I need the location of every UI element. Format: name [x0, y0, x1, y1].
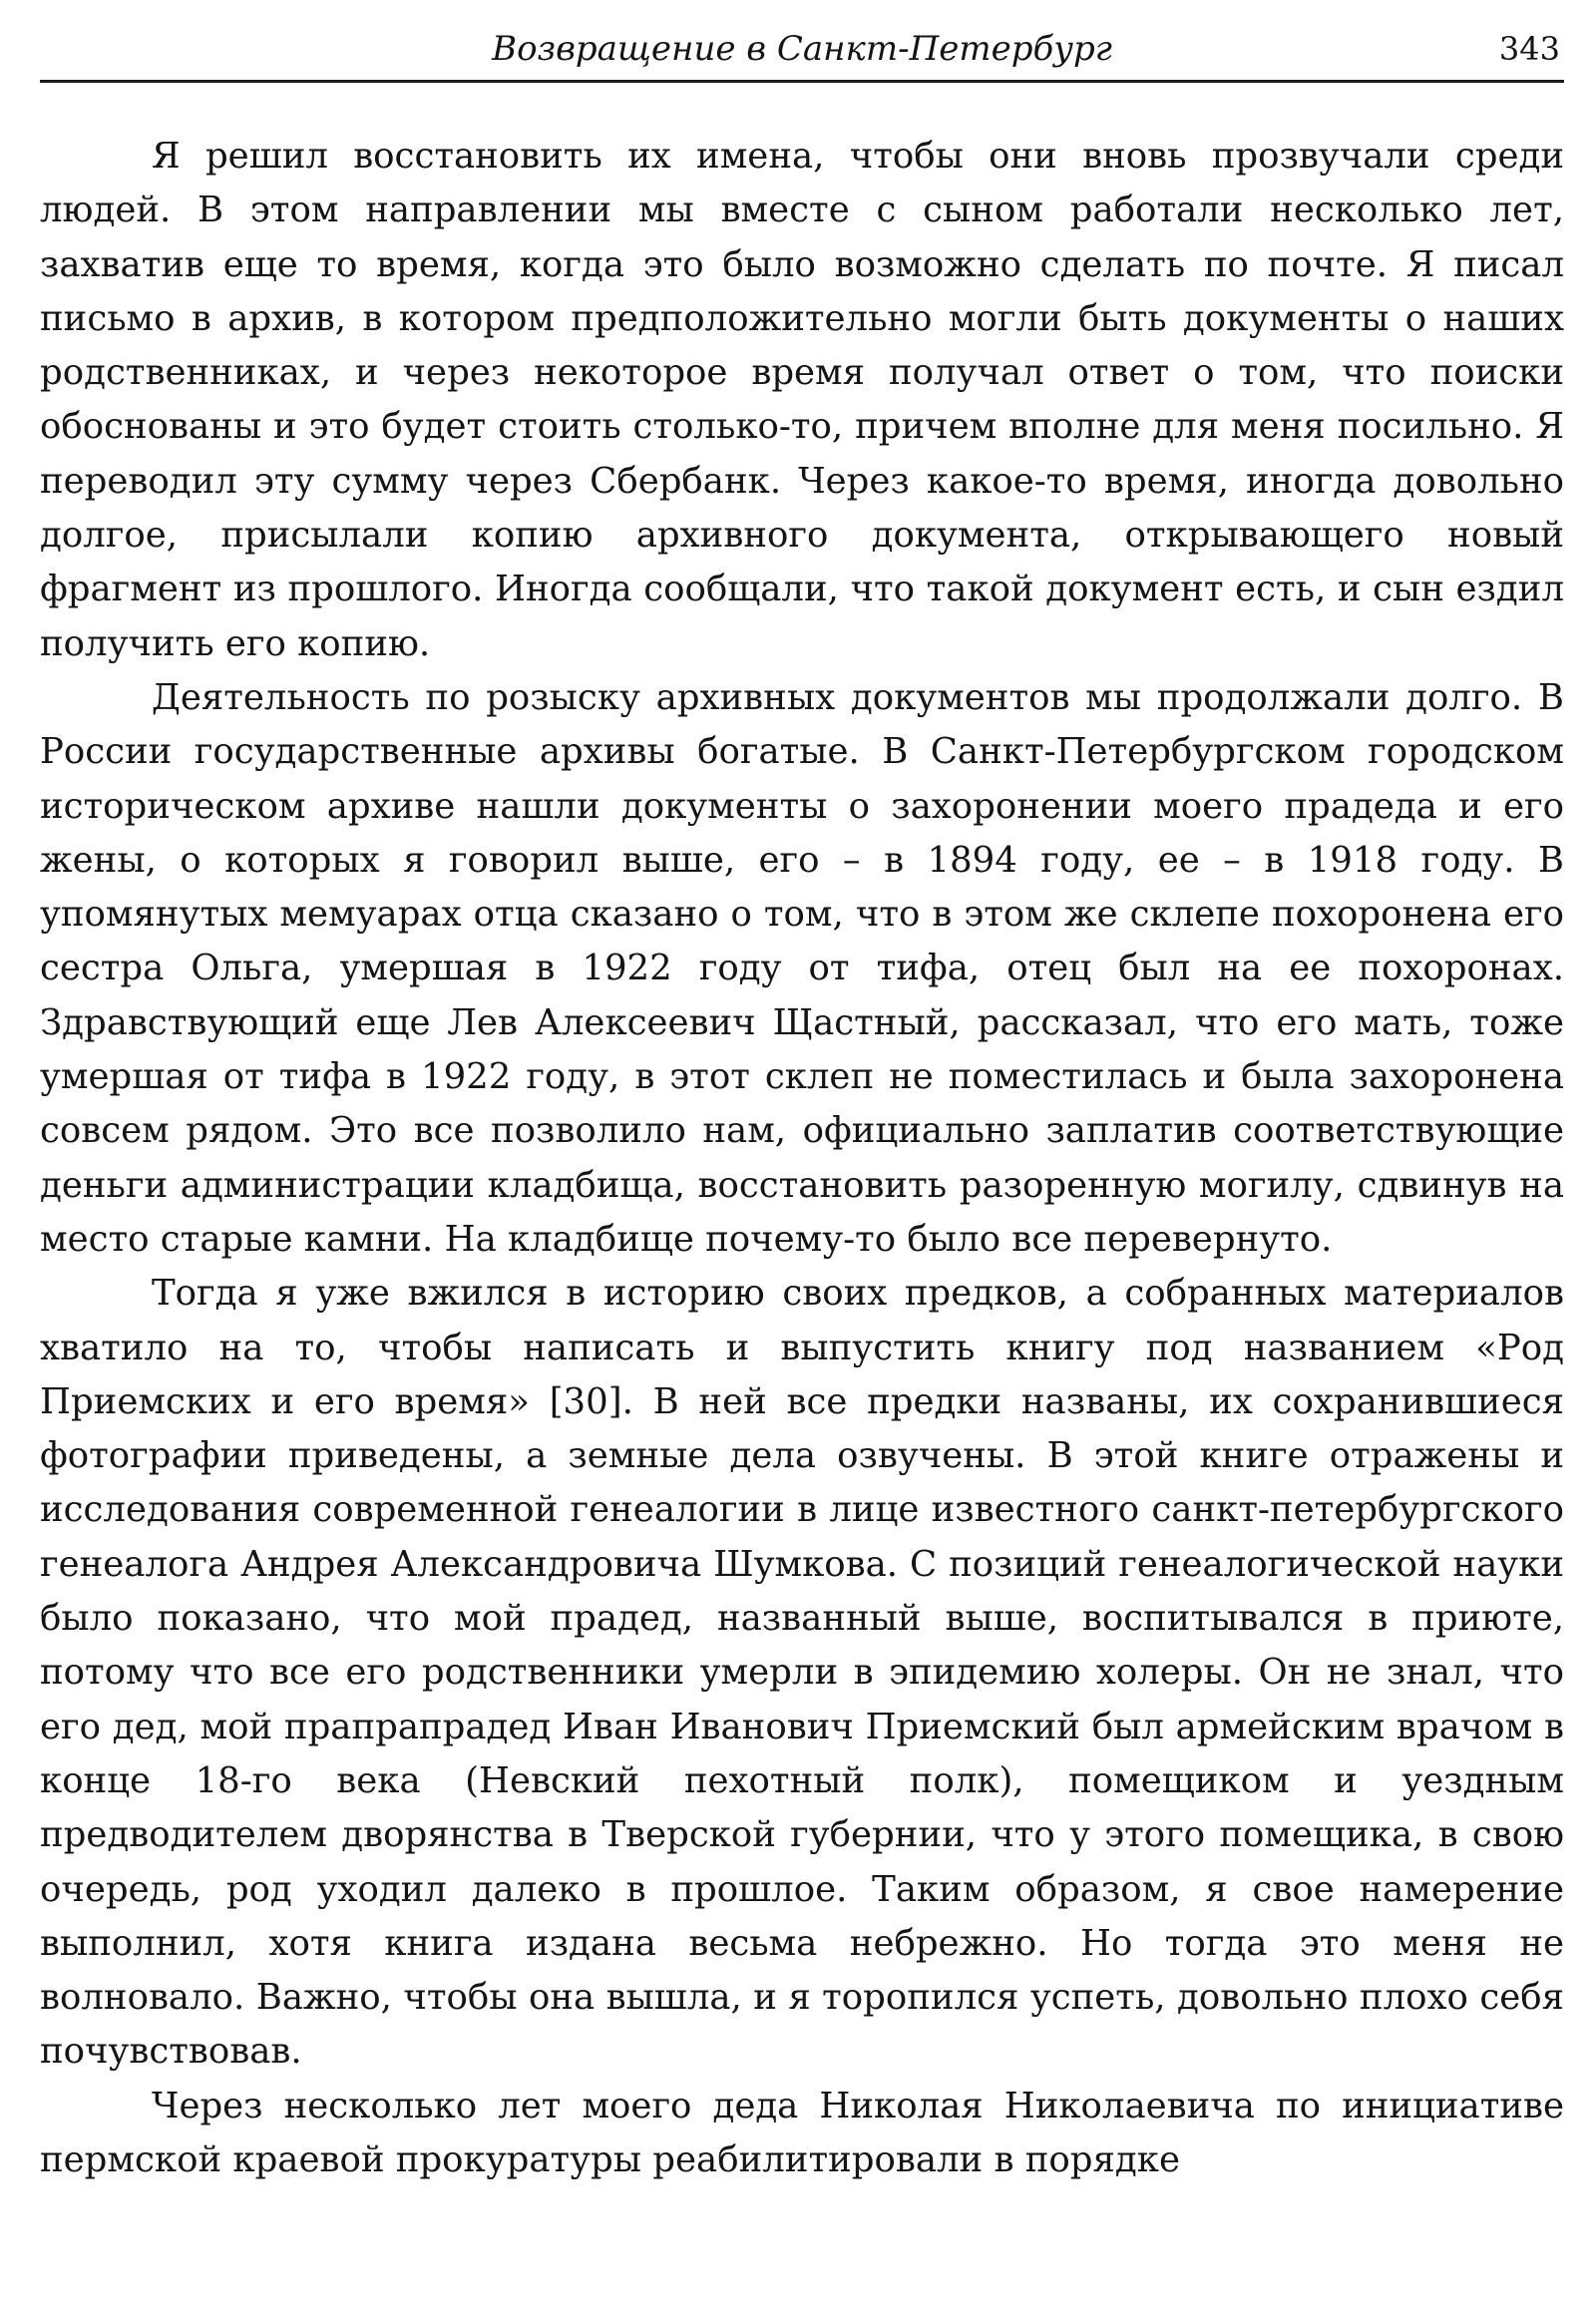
- paragraph-1: Я решил восстановить их имена, чтобы они вновь прозвучали среди людей. В этом направлении мы вместе с сыном работали несколько лет, захватив еще то время, когда это было возможно сделать по почте. Я писал письмо в архив, в котором предположительно могли быть документы о наших родственниках, и через некоторое время получал ответ о том, что поиски обоснованы и это будет стоить столько-то, причем вполне для меня посильно. Я переводил эту сумму через Сбербанк. Через какое-то время, иногда довольно долгое, присылали копию архивного документа, открывающего новый фрагмент из прошлого. Иногда сообщали, что такой документ есть, и сын ездил получить его копию.: [40, 136, 1564, 664]
- running-title: Возвращение в Санкт-Петербург: [492, 29, 1112, 69]
- book-page: [40, 0, 1564, 2311]
- running-header: [40, 22, 1564, 83]
- paragraph-4: Через несколько лет моего деда Николая Николаевича по инициативе пермской краевой прокуратуры реабилитировали в порядке: [40, 2085, 1564, 2180]
- body-text: [40, 130, 1564, 2187]
- page-number: 343: [1498, 30, 1560, 68]
- paragraph-2: Деятельность по розыску архивных документов мы продолжали долго. В России государственные архивы богатые. В Санкт-Петербургском городском историческом архиве нашли документы о захоронении моего прадеда и его жены, о которых я говорил выше, его – в 1894 году, ее – в 1918 году. В упомянутых мемуарах отца сказано о том, что в этом же склепе похоронена его сестра Ольга, умершая в 1922 году от тифа, отец был на ее похоронах. Здравствующий еще Лев Алексеевич Щастный, рассказал, что его мать, тоже умершая от тифа в 1922 году, в этот склеп не поместилась и была захоронена совсем рядом. Это все позволило нам, официально заплатив соответствующие деньги администрации кладбища, восстановить разоренную могилу, сдвинув на место старые камни. На кладбище почему-то было все перевернуто.: [40, 676, 1564, 1260]
- paragraph-3: Тогда я уже вжился в историю своих предков, а собранных материалов хватило на то, чтобы написать и выпустить книгу под названием «Род Приемских и его время» [30]. В ней все предки названы, их сохранившиеся фотографии приведены, а земные дела озвучены. В этой книге отражены и исследования современной генеалогии в лице известного санкт-петербургского генеалога Андрея Александровича Шумкова. С позиций генеалогической науки было показано, что мой прадед, названный выше, воспитывался в приюте, потому что все его родственники умерли в эпидемию холеры. Он не знал, что его дед, мой прапрапрадед Иван Иванович Приемский был армейским врачом в конце 18-го века (Невский пехотный полк), помещиком и уездным предводителем дворянства в Тверской губернии, что у этого помещика, в свою очередь, род уходил далеко в прошлое. Таким образом, я свое намерение выполнил, хотя книга издана весьма небрежно. Но тогда это меня не волновало. Важно, чтобы она вышла, и я торопился успеть, довольно плохо себя почувствовав.: [40, 1273, 1564, 2073]
